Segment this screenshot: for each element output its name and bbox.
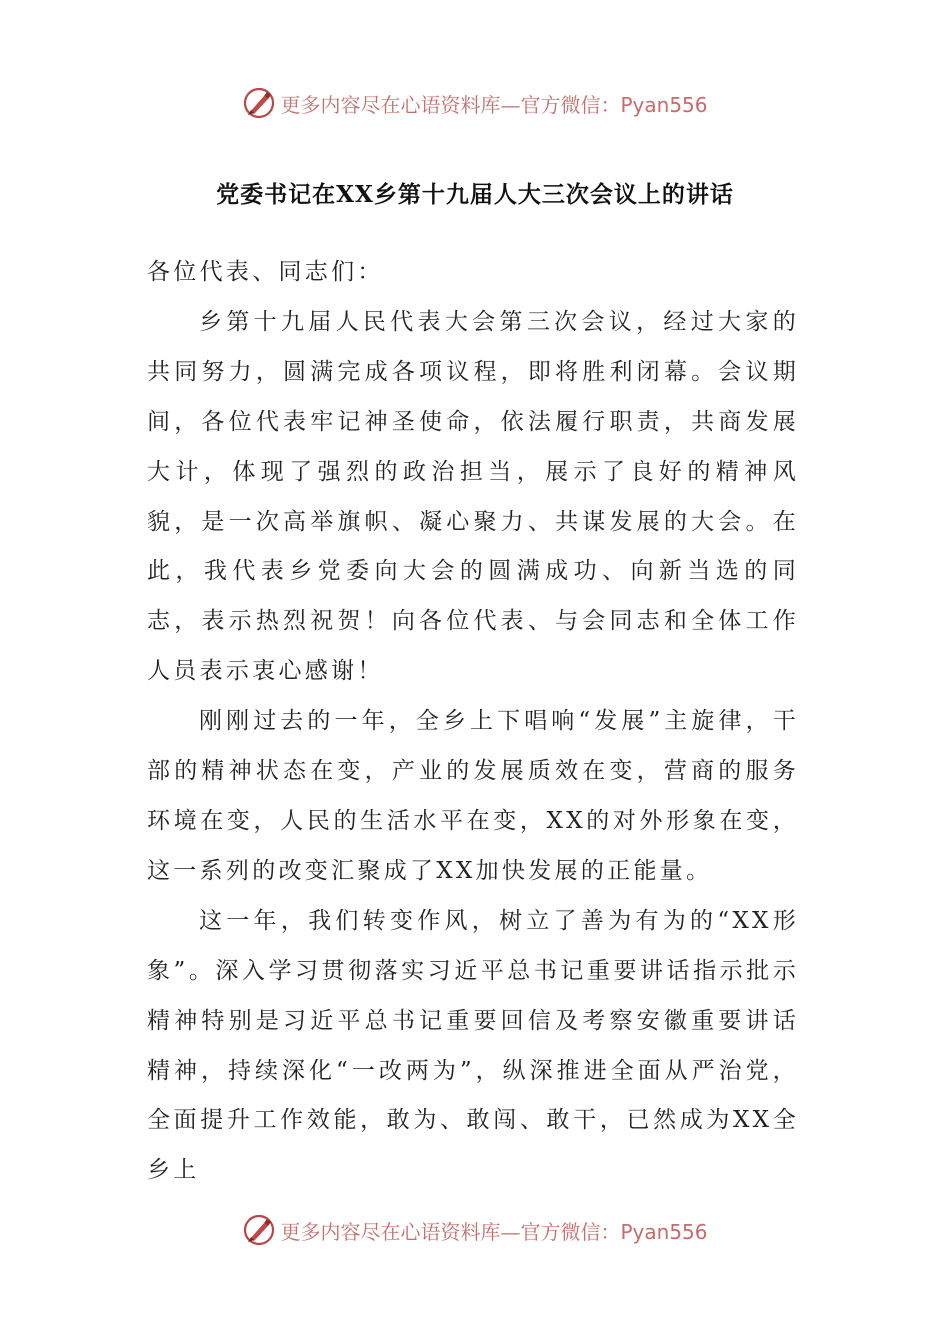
pen-logo-icon (242, 86, 276, 120)
wechat-id: Pyan556 (620, 1219, 708, 1244)
watermark-text: 更多内容尽在心语资料库—官方微信：Pyan556 (280, 92, 708, 117)
footer-watermark (0, 1210, 950, 1250)
watermark-text: 更多内容尽在心语资料库—官方微信：Pyan556 (280, 1219, 708, 1244)
wechat-id: Pyan556 (620, 92, 708, 117)
header-watermark (0, 83, 950, 123)
paragraph: 刚刚过去的一年，全乡上下唱响“发展”主旋律，干部的精神状态在变，产业的发展质效在变，营商的服务环境在变，人民的生活水平在变，XX的对外形象在变，这一系列的改变汇聚成了XX加快发展的正能量。 (147, 708, 799, 884)
greeting: 各位代表、同志们： (147, 259, 384, 285)
document-body (147, 248, 799, 1196)
pen-logo-icon (242, 1213, 276, 1247)
document-title: 党委书记在XX乡第十九届人大三次会议上的讲话 (216, 181, 734, 208)
paragraph: 乡第十九届人民代表大会第三次会议，经过大家的共同努力，圆满完成各项议程，即将胜利闭幕。会议期间，各位代表牢记神圣使命，依法履行职责，共商发展大计，体现了强烈的政治担当，展示了良好的精神风貌，是一次高举旗帜、凝心聚力、共谋发展的大会。在此，我代表乡党委向大会的圆满成功、向新当选的同志，表示热烈祝贺！向各位代表、与会同志和全体工作人员表示衷心感谢！ (147, 308, 799, 685)
paragraph: 这一年，我们转变作风，树立了善为有为的“XX形象”。深入学习贯彻落实习近平总书记重要讲话指示批示精神特别是习近平总书记重要回信及考察安徽重要讲话精神，持续深化“一改两为”，纵深推进全面从严治党，全面提升工作效能，敢为、敢闯、敢干，已然成为XX全乡上 (147, 907, 799, 1184)
